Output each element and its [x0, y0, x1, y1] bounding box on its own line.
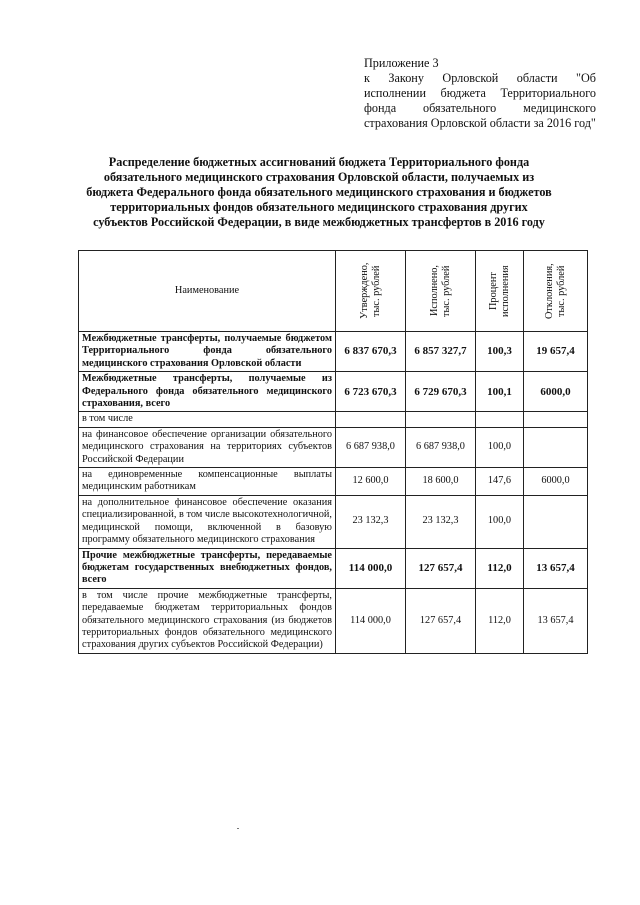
table-row: [79, 495, 588, 548]
row-deviation: 13 657,4: [524, 588, 588, 653]
header-name: Наименование: [79, 251, 336, 332]
row-approved: 6 837 670,3: [336, 332, 406, 372]
row-percent: 147,6: [476, 468, 524, 496]
row-name: Прочие межбюджетные трансферты, передаваемые бюджетам государственных внебюджетных фондов, всего: [79, 548, 336, 588]
appendix-number: Приложение 3: [364, 56, 439, 70]
row-name: Межбюджетные трансферты, получаемые бюджетом Территориального фонда обязательного медицинского страхования Орловской области: [79, 332, 336, 372]
scan-speck: [237, 828, 239, 829]
appendix-law-reference: к Закону Орловской области "Об исполнении бюджета Территориального фонда обязательного медицинского страхования Орловской области за 2016 год": [364, 71, 596, 130]
table-row: [79, 548, 588, 588]
table-row: [79, 468, 588, 496]
row-percent: 100,1: [476, 372, 524, 412]
row-executed: 127 657,4: [406, 588, 476, 653]
row-approved: 6 723 670,3: [336, 372, 406, 412]
row-percent: 100,0: [476, 427, 524, 467]
row-executed: 6 857 327,7: [406, 332, 476, 372]
row-name: на финансовое обеспечение организации обязательного медицинского страхования на территориях субъектов Российской Федерации: [79, 427, 336, 467]
row-approved: 114 000,0: [336, 548, 406, 588]
row-executed: [406, 412, 476, 427]
row-approved: 114 000,0: [336, 588, 406, 653]
table-row: [79, 332, 588, 372]
row-name: на единовременные компенсационные выплаты медицинским работникам: [79, 468, 336, 496]
row-name: в том числе: [79, 412, 336, 427]
row-executed: 6 687 938,0: [406, 427, 476, 467]
row-executed: 18 600,0: [406, 468, 476, 496]
header-executed: [406, 251, 476, 332]
row-deviation: [524, 495, 588, 548]
row-percent: 112,0: [476, 548, 524, 588]
row-approved: 12 600,0: [336, 468, 406, 496]
row-executed: 23 132,3: [406, 495, 476, 548]
header-approved: [336, 251, 406, 332]
row-deviation: 19 657,4: [524, 332, 588, 372]
header-executed-label: Исполнено, тыс. рублей: [428, 265, 452, 317]
document-title: Распределение бюджетных ассигнований бюджета Территориального фонда обязательного медицинского страхования Орловской области, получаемых из бюджета Федерального фонда обязательного медицинского страхования и бюджетов территориальных фондов обязательного медицинского страхования других субъектов Российской Федерации, в виде межбюджетных трансфертов в 2016 году: [86, 155, 552, 229]
header-percent-label: Процент исполнения: [487, 265, 511, 317]
table-header-row: [79, 251, 588, 332]
row-percent: [476, 412, 524, 427]
row-deviation: 6000,0: [524, 372, 588, 412]
transfers-table: [78, 250, 588, 654]
row-name: на дополнительное финансовое обеспечение оказания специализированной, в том числе высокотехнологичной, медицинской помощи, включенной в базовую программу обязательного медицинского страхования: [79, 495, 336, 548]
table-row: [79, 427, 588, 467]
header-deviation: [524, 251, 588, 332]
appendix-note: [364, 56, 596, 131]
row-deviation: [524, 427, 588, 467]
table-row: [79, 588, 588, 653]
row-percent: 100,0: [476, 495, 524, 548]
row-deviation: 6000,0: [524, 468, 588, 496]
table-row: [79, 372, 588, 412]
row-percent: 112,0: [476, 588, 524, 653]
row-deviation: 13 657,4: [524, 548, 588, 588]
row-deviation: [524, 412, 588, 427]
row-name: в том числе прочие межбюджетные трансферты, передаваемые бюджетам территориальных фондов обязательного медицинского страхования (из бюджетов территориальных фондов обязательного медицинского страхования других субъектов Российской Федерации): [79, 588, 336, 653]
header-percent: [476, 251, 524, 332]
header-deviation-label: Отклонения, тыс. рублей: [543, 263, 567, 319]
row-executed: 127 657,4: [406, 548, 476, 588]
row-approved: 23 132,3: [336, 495, 406, 548]
row-name: Межбюджетные трансферты, получаемые из Федерального фонда обязательного медицинского страхования, всего: [79, 372, 336, 412]
row-percent: 100,3: [476, 332, 524, 372]
row-approved: [336, 412, 406, 427]
row-executed: 6 729 670,3: [406, 372, 476, 412]
table-row: [79, 412, 588, 427]
row-approved: 6 687 938,0: [336, 427, 406, 467]
header-approved-label: Утверждено, тыс. рублей: [358, 262, 382, 320]
